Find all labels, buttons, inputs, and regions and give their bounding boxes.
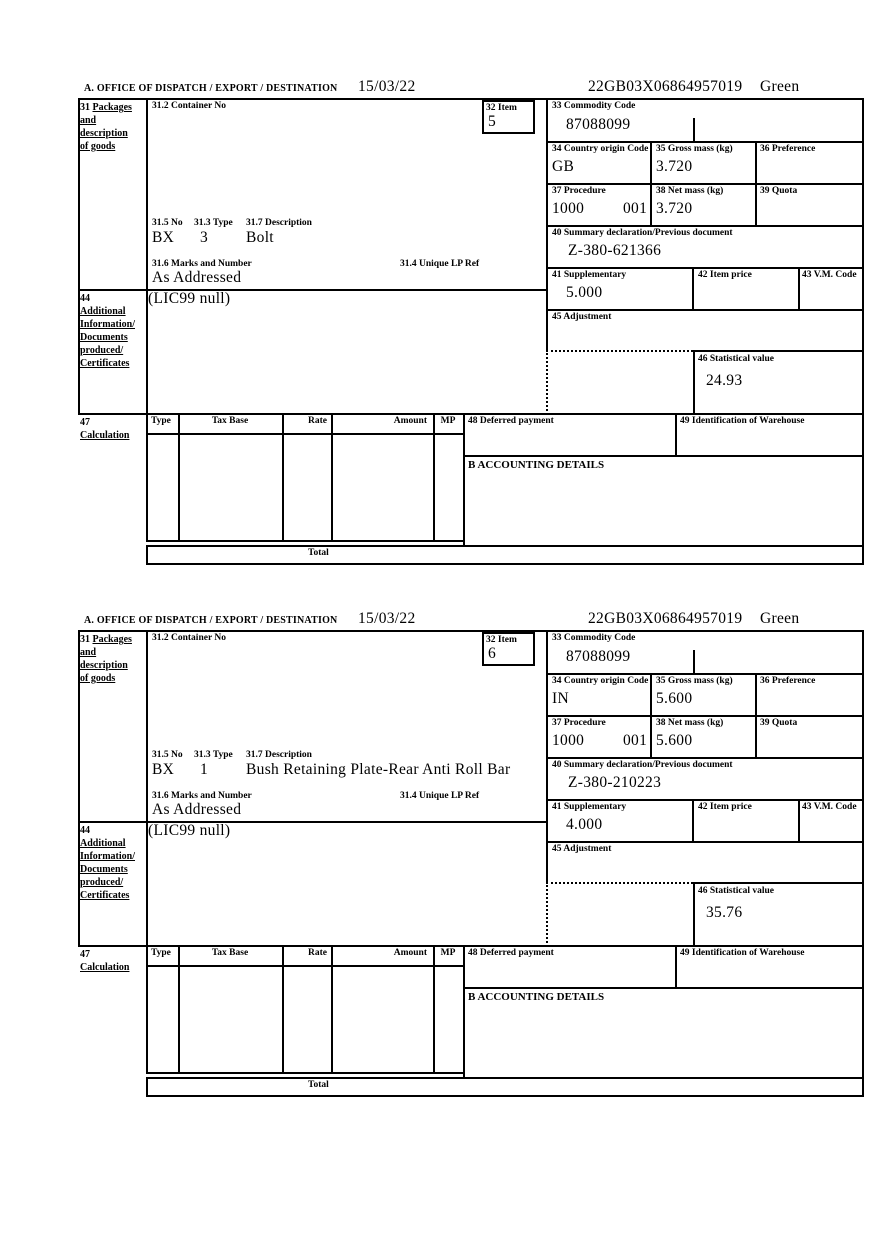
calc-column-line [433,413,435,540]
box47-number: 47 [80,949,90,960]
box49-label: 49 Identification of Warehouse [680,416,805,426]
accounting-details-label: B ACCOUNTING DETAILS [468,991,605,1003]
grid-line [146,630,148,1072]
box44-word: Information/ [80,851,135,862]
box44-word: Certificates [80,358,130,369]
grid-line [78,413,864,415]
box41-label: 41 Supplementary [552,270,627,280]
box31-4-label: 31.4 Unique LP Ref [400,791,480,801]
grid-line [650,141,652,227]
grid-line [862,630,864,1097]
box44-label [80,292,135,370]
total-label: Total [308,548,329,558]
grid-line [146,545,148,563]
grid-line [146,1077,148,1095]
grid-line [675,413,677,457]
box35-label: 35 Gross mass (kg) [656,676,733,686]
box45-label: 45 Adjustment [552,844,612,854]
box43-label: 43 V.M. Code [802,270,857,280]
grid-line [463,945,465,1077]
box31-number: 31 [80,102,90,113]
box44-word: Additional [80,838,126,849]
box31-7-label: 31.7 Description [246,750,312,760]
net-mass-value: 3.720 [656,200,693,217]
statistical-value: 24.93 [706,372,743,389]
calc-column-line [178,945,180,1072]
box31-number: 31 [80,634,90,645]
grid-line [78,98,864,100]
routing-status: Green [760,78,800,95]
box40-label: 40 Summary declaration/Previous document [552,228,733,238]
box44-word: produced/ [80,345,124,356]
box47-label [80,948,129,974]
box31-5-label: 31.5 No [152,218,183,228]
additional-info-value: (LIC99 null) [148,290,231,307]
country-origin-value: GB [552,158,575,175]
office-of-dispatch-label: A. OFFICE OF DISPATCH / EXPORT / DESTINATION [84,83,338,94]
calc-col-type: Type [151,416,171,426]
box32-item [482,100,535,134]
package-type-value: 3 [200,229,209,246]
calc-col-taxbase: Tax Base [211,416,249,426]
grid-line [693,882,695,947]
grid-line [693,350,864,352]
supplementary-value: 5.000 [566,284,603,301]
box44-label [80,824,135,902]
goods-description-value: Bush Retaining Plate-Rear Anti Roll Bar [246,761,511,778]
calc-column-line [282,945,284,1072]
box46-label: 46 Statistical value [698,354,774,364]
commodity-code-value: 87088099 [566,116,631,133]
country-origin-value: IN [552,690,569,707]
box31-7-label: 31.7 Description [246,218,312,228]
calc-col-rate: Rate [308,948,327,958]
box31-3-label: 31.3 Type [194,218,233,228]
package-no-value: BX [152,229,175,246]
adjustment-dotted-line [546,350,548,415]
box36-label: 36 Preference [760,676,816,686]
box31-6-label: 31.6 Marks and Number [152,259,252,269]
box31-word: description [80,660,128,671]
box33-label: 33 Commodity Code [552,633,636,643]
calc-column-line [331,413,333,540]
box44-word: produced/ [80,877,124,888]
grid-line [546,841,864,843]
box48-label: 48 Deferred payment [468,416,554,426]
goods-description-value: Bolt [246,229,274,246]
grid-line [546,183,864,185]
calc-col-amount: Amount [393,416,427,426]
calc-col-taxbase: Tax Base [211,948,249,958]
declaration-date: 15/03/22 [358,610,416,627]
box47-word: Calculation [80,962,130,973]
box32-label: 32 Item [486,635,517,645]
box49-label: 49 Identification of Warehouse [680,948,805,958]
box31-word: of goods [80,673,116,684]
box43-label: 43 V.M. Code [802,802,857,812]
adjustment-dotted-line [546,882,693,884]
grid-line [78,630,864,632]
box32-label: 32 Item [486,103,517,113]
calc-col-type: Type [151,948,171,958]
box31-2-label: 31.2 Container No [152,633,226,643]
grid-line [692,267,694,311]
box44-number: 44 [80,293,90,304]
grid-line [463,987,864,989]
box31-3-label: 31.3 Type [194,750,233,760]
package-type-value: 1 [200,761,209,778]
grid-line [146,563,864,565]
grid-line [146,98,148,540]
previous-document-value: Z-380-621366 [568,242,662,259]
gross-mass-value: 5.600 [656,690,693,707]
box31-word: description [80,128,128,139]
commodity-code-divider [693,118,695,141]
office-of-dispatch-label: A. OFFICE OF DISPATCH / EXPORT / DESTINATION [84,615,338,626]
calc-column-line [178,413,180,540]
box44-number: 44 [80,825,90,836]
box31-label [80,633,132,685]
adjustment-dotted-line [546,350,693,352]
calc-col-mp: MP [440,416,456,426]
grid-line [546,757,864,759]
grid-line [693,882,864,884]
calc-column-line [282,413,284,540]
grid-line [546,309,864,311]
box34-label: 34 Country origin Code [552,144,649,154]
procedure-value: 1000 [552,200,585,217]
calc-col-amount: Amount [393,948,427,958]
box42-label: 42 Item price [698,270,752,280]
grid-line [546,225,864,227]
grid-line [693,350,695,415]
box44-word: Certificates [80,890,130,901]
grid-line [463,413,465,545]
box41-label: 41 Supplementary [552,802,627,812]
grid-line [798,799,800,843]
grid-line [546,267,864,269]
grid-line [546,630,548,884]
box31-label [80,101,132,153]
box36-label: 36 Preference [760,144,816,154]
total-label: Total [308,1080,329,1090]
item-number-value: 5 [488,113,497,130]
box39-label: 39 Quota [760,718,798,728]
box45-label: 45 Adjustment [552,312,612,322]
box31-5-label: 31.5 No [152,750,183,760]
mrn-number: 22GB03X06864957019 [588,610,743,627]
procedure-extra-value: 001 [623,200,648,217]
grid-line [546,715,864,717]
box31-word: of goods [80,141,116,152]
box39-label: 39 Quota [760,186,798,196]
grid-line [146,965,465,967]
package-no-value: BX [152,761,175,778]
previous-document-value: Z-380-210223 [568,774,662,791]
box47-label [80,416,129,442]
box46-label: 46 Statistical value [698,886,774,896]
box31-word: Packages [92,102,132,113]
grid-line [546,799,864,801]
grid-line [546,141,864,143]
grid-line [146,433,465,435]
grid-line [146,545,864,547]
box40-label: 40 Summary declaration/Previous document [552,760,733,770]
declaration-item-sheet [78,612,864,1117]
grid-line [546,98,548,352]
item-number-value: 6 [488,645,497,662]
net-mass-value: 5.600 [656,732,693,749]
calc-col-mp: MP [440,948,456,958]
grid-line [755,673,757,759]
accounting-details-label: B ACCOUNTING DETAILS [468,459,605,471]
box47-word: Calculation [80,430,130,441]
grid-line [463,455,864,457]
commodity-code-divider [693,650,695,673]
routing-status: Green [760,610,800,627]
declaration-item-sheet [78,80,864,585]
box37-label: 37 Procedure [552,718,606,728]
box37-label: 37 Procedure [552,186,606,196]
box44-word: Information/ [80,319,135,330]
grid-line [650,673,652,759]
box31-2-label: 31.2 Container No [152,101,226,111]
grid-line [146,1077,864,1079]
gross-mass-value: 3.720 [656,158,693,175]
grid-line [798,267,800,311]
box31-4-label: 31.4 Unique LP Ref [400,259,480,269]
calc-column-line [433,945,435,1072]
box31-6-label: 31.6 Marks and Number [152,791,252,801]
box44-word: Documents [80,864,128,875]
additional-info-value: (LIC99 null) [148,822,231,839]
grid-line [146,540,465,542]
commodity-code-value: 87088099 [566,648,631,665]
grid-line [755,141,757,227]
marks-value: As Addressed [152,269,242,286]
box31-word: and [80,647,97,658]
box35-label: 35 Gross mass (kg) [656,144,733,154]
box42-label: 42 Item price [698,802,752,812]
box33-label: 33 Commodity Code [552,101,636,111]
box48-label: 48 Deferred payment [468,948,554,958]
grid-line [146,1072,465,1074]
box44-word: Documents [80,332,128,343]
grid-line [862,98,864,565]
adjustment-dotted-line [546,882,548,947]
supplementary-value: 4.000 [566,816,603,833]
grid-line [146,1095,864,1097]
grid-line [78,945,864,947]
calc-column-line [331,945,333,1072]
box38-label: 38 Net mass (kg) [656,186,724,196]
box47-number: 47 [80,417,90,428]
box38-label: 38 Net mass (kg) [656,718,724,728]
grid-line [675,945,677,989]
box34-label: 34 Country origin Code [552,676,649,686]
procedure-value: 1000 [552,732,585,749]
calc-col-rate: Rate [308,416,327,426]
grid-line [692,799,694,843]
box44-word: Additional [80,306,126,317]
procedure-extra-value: 001 [623,732,648,749]
box31-word: and [80,115,97,126]
declaration-date: 15/03/22 [358,78,416,95]
box31-word: Packages [92,634,132,645]
statistical-value: 35.76 [706,904,743,921]
box32-item [482,632,535,666]
grid-line [546,673,864,675]
marks-value: As Addressed [152,801,242,818]
mrn-number: 22GB03X06864957019 [588,78,743,95]
